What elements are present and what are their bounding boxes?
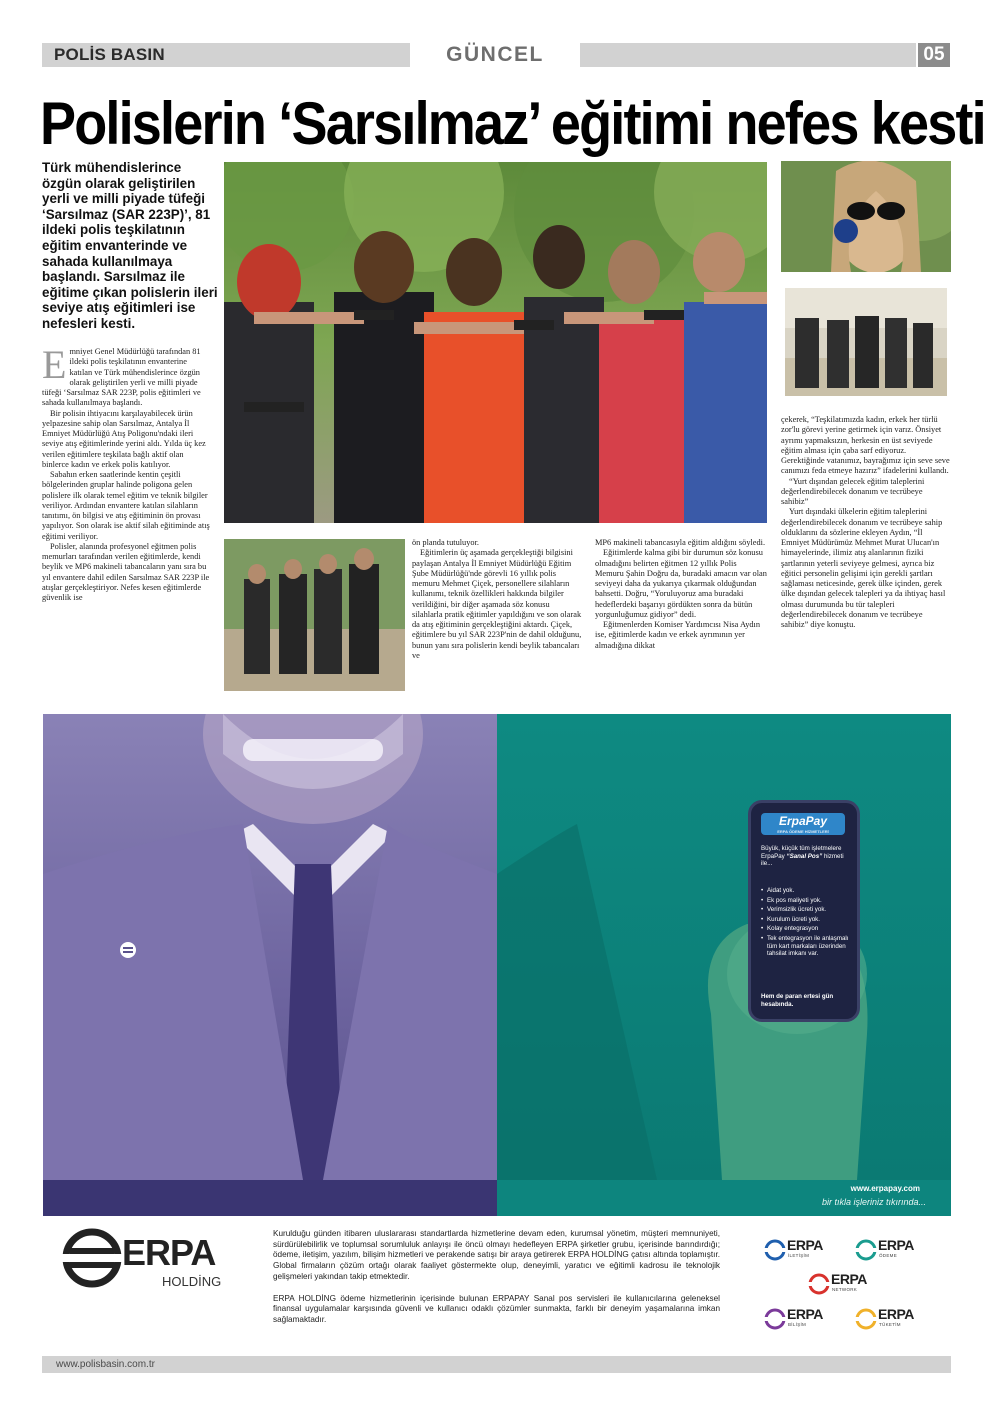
erpa-network-logo — [808, 1271, 890, 1297]
photo-woman-target — [781, 161, 951, 272]
article-column-4 — [781, 415, 951, 630]
list-item: • Kurulum ücreti yok. — [761, 916, 849, 924]
main-photo-shooting-range — [224, 162, 767, 523]
ad-slogan: bir tıkla işleriniz tıkırında... — [821, 1197, 926, 1207]
paragraph: Eğitmenlerden Komiser Yardımcısı Nisa Aydın ise, eğitimlerde kadın ve erkek ayrımının yer almadığına dikkat — [595, 620, 761, 650]
erpa-iletisim-logo — [764, 1237, 846, 1263]
logo-name: ERPA — [787, 1237, 823, 1253]
logo-sub: İLETİŞİM — [788, 1253, 810, 1258]
paragraph: MP6 makineli tabancasıyla eğitim aldığını söyledi. — [595, 538, 766, 547]
logo-name: ERPA — [787, 1306, 823, 1322]
paragraph: Eğitimlerde kalma gibi bir durumun söz konusu olmadığını belirten eğitmen 12 yıllık Polis Memuru Şahin Doğru da, buradaki amacın var olan seviyeyi daha da yukarıya çıkarmak olduğundan bahsetti. Doğru, “Yoruluyoruz ama buradaki hedeflerdeki başarıyı gördükten sonra da bütün yorgunluğumuz gidiyor” dedi. — [595, 548, 767, 619]
photo-team-with-rifles — [785, 288, 947, 396]
paragraph: ERPA HOLDİNG ödeme hizmetlerinin içerisinde bulunan ERPAPAY Sanal pos servisleri ile kullanıcılarına geleneksel finansal uygulamalar karşısında güvenli ve kullanıcı odaklı çözümler sunmakta, farklı bir deneyim yaşamalarına imkan sağlamaktadır. — [273, 1293, 720, 1324]
erpa-bilisim-logo — [764, 1306, 846, 1332]
intro-text: Büyük, küçük tüm işletmelere ErpaPay — [761, 845, 842, 860]
paragraph: çekerek, “Teşkilatımızda kadın, erkek her türlü zor'lu görevi yerine getirmek için varız. Önsiyet ayrımı yapmaksızın, herkesin en üst seviyede eğitim alması için çaba sarf ediyoruz. Gerektiğinde vatanımız, bayrağımız için seve seve canımızı feda etmeye hazırız” ifadelerini kullandı. — [781, 415, 950, 476]
paragraph: Kurulduğu günden itibaren uluslararası standartlarda hizmetlerine devam eden, kurumsal yönetim, müşteri memnuniyeti, sürdürülebilirlik ve toplumsal sorumluluk anlayışı ile öncü olmayı hedefleyen ERPA şirketler grubu, içerisinde barındırdığı; ödeme, iletişim, yazılım, bilişim hizmetleri ve perakende satışı bir araya getirerek ERPA HOLDİNG çatısı altında toplamıştır. Global firmaların çözüm ortağı olarak faaliyet göstermekte olup, deneyimli, yaratıcı ve eğitimli kadrosu ile teknolojik gelişmeleri yakından takip etmektedir. — [273, 1229, 720, 1281]
logo-name: ERPA — [878, 1306, 914, 1322]
ad-phone-footer: Hem de paran ertesi gün hesabında. — [761, 993, 834, 1008]
corporate-description — [273, 1229, 720, 1326]
erpapay-logo-text: ErpaPay — [778, 814, 828, 828]
logo-sub: NETWORK — [832, 1287, 858, 1292]
section-title: GÜNCEL — [446, 43, 544, 66]
paragraph: Sabahın erken saatlerinde kentin çeşitli bölgelerinden gruplar halinde poligona gelen polislere ilk olarak temel eğitim ve teknik bilgiler veriliyor. Ardından envantere katılan silahların tanıtımı, ön bilgisi ve atış eğitiminin ön provası yapılıyor. Son olarak ise aktif silah eğitiminde atış eğitimi veriliyor. — [42, 470, 210, 541]
article-column-3 — [595, 538, 767, 651]
erpa-odeme-logo — [855, 1237, 937, 1263]
erpa-tuketim-logo — [855, 1306, 937, 1332]
list-item: • Kolay entegrasyon — [761, 925, 849, 933]
footer-url[interactable]: www.polisbasin.com.tr — [56, 1359, 155, 1370]
intro-text-end: hizmeti ile... — [761, 852, 844, 868]
logo-sub: ÖDEME — [879, 1253, 898, 1258]
erpapay-logo — [761, 813, 845, 835]
logo-name: ERPA — [831, 1271, 867, 1287]
list-item: • Ek pos maliyeti yok. — [761, 897, 849, 905]
paragraph: Eğitimlerin üç aşamada gerçekleştiği bilgisini paylaşan Antalya İl Emniyet Müdürlüğü Eğitim Şube Müdürlüğü'nde görevli 16 yıllık polis memuru Mehmet Çiçek, personellere silahların kullanımı, teknik özellikleri hakkında bilgiler verildiğini, bir diğer aşamada söz konusu silahlarla pratik eğitimler yapıldığını ve son olarak da atış eğitiminin gerçekleştiğini aktardı. Çiçek, eğitimlere bu yıl SAR 223P'nin de dahil olduğunu, bunun yanı sıra polislerin kendi beylik tabancaları ve — [412, 548, 582, 660]
logo-name: ERPA — [878, 1237, 914, 1253]
paragraph: Yurt dışındaki ülkelerin eğitim taleplerini değerlendirebilecek donanım ve tecrübeye sahip olduklarını da sözlerine ekleyen Aydın, “İl Emniyet Müdürümüz Mehmet Murat Ulucan'ın himayelerinde, ilimiz atış alanlarının fiziki şartlarının yeterli seviyeye gelmesi, ayrıca biz eğitici personelin gelişimi için gerekli şartları sağlaması neticesinde, gerek ülke içinden, gerek ülke dışından gelecek talepleri ya da ihtiyaç hasıl olması durumunda bu tür talepleri değerlendirebilecek donanım ve tecrübeye sahibiz” diye konuştu. — [781, 507, 946, 629]
subheading: “Yurt dışından gelecek eğitim taleplerini değerlendirebilecek donanım ve tecrübeye sahibiz” — [781, 476, 925, 506]
publication-name: POLİS BASIN — [42, 43, 410, 67]
paragraph: ön planda tutuluyor. — [412, 538, 479, 547]
header-bar-right — [580, 43, 916, 67]
ad-feature-list — [761, 887, 849, 960]
paragraph: Polisler, alanında profesyonel eğitmen polis memurları tarafından verilen eğitimlerde, kendi beylik ve MP6 makineli tabancaların yanı sıra bu yıl envantere dahil edilen Sarsılmaz SAR 223P ile atışlar gerçekleştiriyor. Nefes kesen eğitimlerde güvenlik ise — [42, 541, 210, 602]
ad-phone — [748, 800, 860, 1022]
paragraph: Bir polisin ihtiyacını karşılayabilecek ürün yelpazesine sahip olan Sarsılmaz, Antalya İl Emniyet Müdürlüğü Atış Poligonu'ndaki ileri seviye atış eğitimlerinde yerini aldı. Yılda üç kez verilen eğitimlere teşkilata bağlı aktif olan binlerce kadın ve erkek polis katılıyor. — [42, 408, 206, 469]
ad-image-businessman — [43, 714, 497, 1180]
intro-highlight: “Sanal Pos” — [786, 852, 823, 860]
ad-phone-intro — [761, 845, 847, 868]
page-number: 05 — [918, 43, 950, 67]
list-item: • Aidat yok. — [761, 887, 849, 895]
ad-url[interactable]: www.erpapay.com — [850, 1184, 920, 1193]
article-column-1 — [42, 342, 210, 707]
erpa-logo-sub: HOLDİNG — [162, 1274, 222, 1289]
article-column-2 — [412, 538, 582, 661]
erpapay-logo-sub: ERPA ÖDEME HİZMETLERİ — [777, 829, 829, 834]
article-lead: Türk mühendislerince özgün olarak geliştirilen yerli ve milli piyade tüfeği ‘Sarsılmaz (SAR 223P)’, 81 ildeki polis teşkilatının eğitim envanterinde ve sahada kullanılmaya başlandı. Sarsılmaz ile eğitime çıkan polislerin ileri seviye atış eğitimleri ise nefesleri kesti. — [42, 160, 218, 331]
drop-cap: E — [42, 342, 67, 387]
logo-sub: BİLİŞİM — [788, 1322, 807, 1327]
logo-sub: TÜKETİM — [879, 1322, 901, 1327]
photo-group-pose — [224, 539, 405, 691]
paragraph: mniyet Genel Müdürlüğü tarafından 81 ildeki polis teşkilatının envanterine katılan ve Türk mühendislerince özgün olarak geliştirilen yerli ve milli piyade tüfeği ‘Sarsılmaz SAR 223P, polis eğitimleri ve sahada kullanılmaya başlandı. — [42, 347, 201, 408]
article-headline: Polislerin ‘Sarsılmaz’ eğitimi nefes kesti — [40, 90, 985, 158]
erpa-logo-name: ERPA — [122, 1232, 216, 1273]
footer-bar — [42, 1356, 951, 1373]
erpa-holding-logo — [62, 1228, 242, 1296]
list-item: • Tek entegrasyon ile anlaşmalı tüm kart markaları üzerinden tahsilat imkanı var. — [761, 935, 849, 958]
ad-footer-band-left — [43, 1180, 497, 1216]
ad-image-hand-phone — [497, 714, 951, 1180]
list-item: • Verimsizlik ücreti yok. — [761, 906, 849, 914]
